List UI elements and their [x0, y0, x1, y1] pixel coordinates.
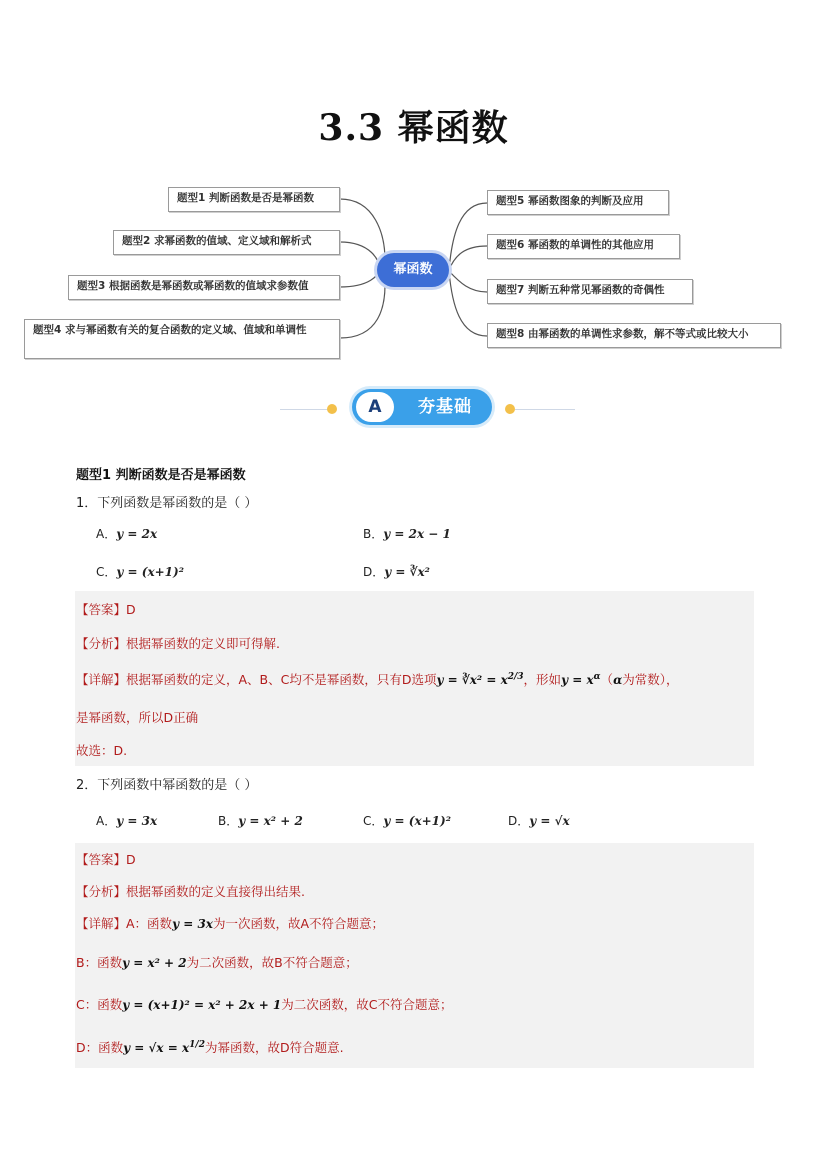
q1-option-b: [363, 525, 451, 542]
option-expr: y = 2x: [116, 527, 158, 541]
option-expr: y = x² + 2: [238, 814, 303, 828]
option-label: B．: [363, 527, 384, 541]
option-label: B．: [218, 814, 239, 828]
q2-detail-d-post: 为幂函数，故D符合题意.: [204, 1040, 344, 1055]
q2-analysis: 【分析】根据幂函数的定义直接得出结果.: [76, 884, 305, 899]
q1-detail-expr1: y = ∛x² = x: [436, 673, 508, 687]
mindmap-node-type4: 题型4 求与幂函数有关的复合函数的定义域、值域和单调性: [24, 319, 340, 359]
q1-conclusion: 故选：D.: [76, 743, 128, 758]
q2-detail-a-pre: 【详解】A：函数: [76, 916, 173, 931]
q2-detail-c-post: 为二次函数，故C不符合题意；: [281, 997, 453, 1012]
q2-answer: 【答案】D: [76, 852, 136, 867]
q2-option-d: [508, 812, 570, 829]
q1-detail-mid: ，形如: [523, 672, 562, 687]
section-banner: [352, 389, 492, 425]
q1-answer: 【答案】D: [76, 602, 136, 617]
q1-detail-head: 【详解】根据幂函数的定义，A、B、C均不是幂函数，只有D选项: [76, 672, 437, 687]
q2-detail-b-pre: B：函数: [76, 955, 123, 970]
q2-detail-b-post: 为二次函数，故B不符合题意；: [186, 955, 358, 970]
mindmap-center-node: 幂函数: [377, 253, 449, 287]
option-label: C．: [96, 565, 117, 579]
question-2-stem: 2．下列函数中幂函数的是（ ）: [76, 778, 258, 793]
option-label: C．: [363, 814, 384, 828]
q2-option-a: [96, 812, 157, 829]
q1-detail-tail-b: 为常数），: [622, 672, 679, 687]
option-expr: y = (x+1)²: [116, 565, 184, 579]
banner-dot-left: [327, 404, 337, 414]
question-1-stem: 1．下列函数是幂函数的是（ ）: [76, 496, 258, 511]
q2-detail-a: [76, 914, 384, 932]
q1-detail-exp1: 2/3: [507, 671, 524, 682]
q2-option-c: [363, 812, 451, 829]
banner-dot-right: [505, 404, 515, 414]
q1-detail: [76, 670, 679, 688]
mindmap-node-type8: 题型8 由幂函数的单调性求参数，解不等式或比较大小: [487, 323, 781, 348]
mindmap-node-type5: 题型5 幂函数图象的判断及应用: [487, 190, 669, 215]
mindmap-node-type6: 题型6 幂函数的单调性的其他应用: [487, 234, 680, 259]
q2-detail-c-pre: C：函数: [76, 997, 123, 1012]
mindmap-node-type3: 题型3 根据函数是幂函数或幂函数的值域求参数值: [68, 275, 340, 300]
q2-detail-d-exp: 1/2: [189, 1039, 205, 1050]
q2-option-b: [218, 812, 303, 829]
q1-option-a: [96, 525, 157, 542]
q2-detail-c: [76, 995, 453, 1013]
option-label: D．: [508, 814, 530, 828]
q2-detail-a-post: 为一次函数，故A不符合题意；: [212, 916, 385, 931]
q2-detail-a-expr: y = 3x: [172, 917, 213, 931]
q2-detail-d: [76, 1038, 344, 1056]
option-label: A．: [96, 527, 117, 541]
option-expr: y = √x: [529, 814, 570, 828]
q2-detail-b-expr: y = x² + 2: [122, 956, 187, 970]
banner-line-left: [280, 409, 330, 410]
q1-option-d: [363, 563, 430, 580]
q1-option-c: [96, 563, 184, 580]
q1-detail-expr2: y = x: [561, 673, 594, 687]
mindmap-node-type1: 题型1 判断函数是否是幂函数: [168, 187, 340, 212]
banner-line-right: [515, 409, 575, 410]
type1-heading: 题型1 判断函数是否是幂函数: [76, 468, 246, 483]
section-letter: A: [356, 392, 394, 422]
section-label: 夯基础: [418, 397, 472, 417]
q1-detail-line2: 是幂函数，所以D正确: [76, 710, 199, 725]
q2-detail-b: [76, 953, 358, 971]
q1-analysis: 【分析】根据幂函数的定义即可得解.: [76, 636, 280, 651]
q1-detail-tail-a: （: [600, 672, 614, 687]
q2-detail-d-pre: D：函数: [76, 1040, 124, 1055]
option-label: D．: [363, 565, 385, 579]
option-expr: y = 2x − 1: [383, 527, 451, 541]
option-expr: y = 3x: [116, 814, 158, 828]
option-expr: y = (x+1)²: [383, 814, 451, 828]
mindmap-node-type7: 题型7 判断五种常见幂函数的奇偶性: [487, 279, 693, 304]
q2-detail-d-expr: y = √x = x: [123, 1041, 190, 1055]
page-title: 3.3 幂函数: [318, 107, 509, 149]
q1-detail-exp2: α: [593, 671, 601, 682]
option-expr: y = ∛x²: [384, 565, 430, 579]
option-label: A．: [96, 814, 117, 828]
mindmap-node-type2: 题型2 求幂函数的值域、定义域和解析式: [113, 230, 340, 255]
q2-detail-c-expr: y = (x+1)² = x² + 2x + 1: [122, 998, 282, 1012]
q1-detail-alpha: α: [613, 673, 623, 687]
